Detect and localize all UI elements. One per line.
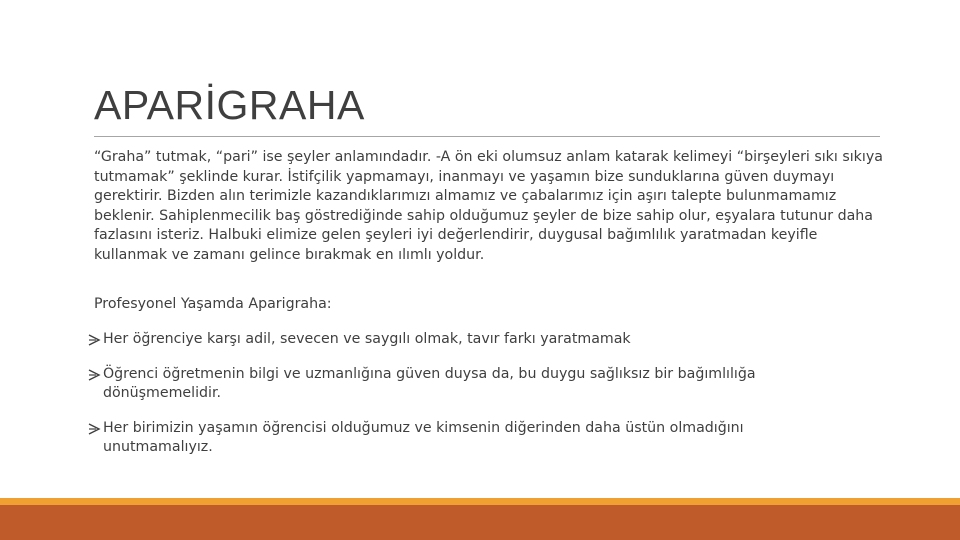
bullet-list bbox=[88, 330, 848, 457]
bullet-text: Her birimizin yaşamın öğrencisi olduğumuz ve kimsenin diğerinden daha üstün olmadığını unutmamalıyız. bbox=[103, 420, 744, 455]
title-divider bbox=[94, 136, 880, 137]
list-item bbox=[88, 330, 848, 349]
bullet-text: Öğrenci öğretmenin bilgi ve uzmanlığına güven duysa da, bu duygu sağlıksız bir bağımlılığa dönüşmemelidir. bbox=[103, 366, 756, 401]
list-item bbox=[88, 365, 848, 403]
intro-paragraph: “Graha” tutmak, “pari” ise şeyler anlamındadır. -A ön eki olumsuz anlam katarak kelimeyi “birşeyleri sıkı sıkıya tutmamak” şeklinde kurar. İstifçilik yapmamayı, inanmayı ve yaşamın bize sunduklarına güven duymayı gerektirir. Bizden alın terimizle kazandıklarımızı almamız ve çabalarımız için aşırı talepte bulunmamamız beklenir. Sahiplenmecilik baş göstrediğinde sahip olduğumuz şeyler de bize sahip olur, eşyalara tutunur daha fazlasını isteriz. Halbuki elimize gelen şeyleri iyi değerlendirir, duygusal bağımlılık yaratmadan keyifle kullanmak ve zamanı gelince bırakmak en ılımlı yoldur. bbox=[94, 149, 883, 263]
slide-title: APARİGRAHA bbox=[94, 82, 365, 128]
section-subheading: Profesyonel Yaşamda Aparigraha: bbox=[94, 296, 332, 312]
footer-accent-stripe bbox=[0, 498, 960, 505]
list-item bbox=[88, 419, 848, 457]
bullet-text: Her öğrenciye karşı adil, sevecen ve saygılı olmak, tavır farkı yaratmamak bbox=[103, 331, 631, 347]
arrow-bullet-icon bbox=[88, 423, 101, 435]
arrow-bullet-icon bbox=[88, 334, 101, 346]
arrow-bullet-icon bbox=[88, 369, 101, 381]
